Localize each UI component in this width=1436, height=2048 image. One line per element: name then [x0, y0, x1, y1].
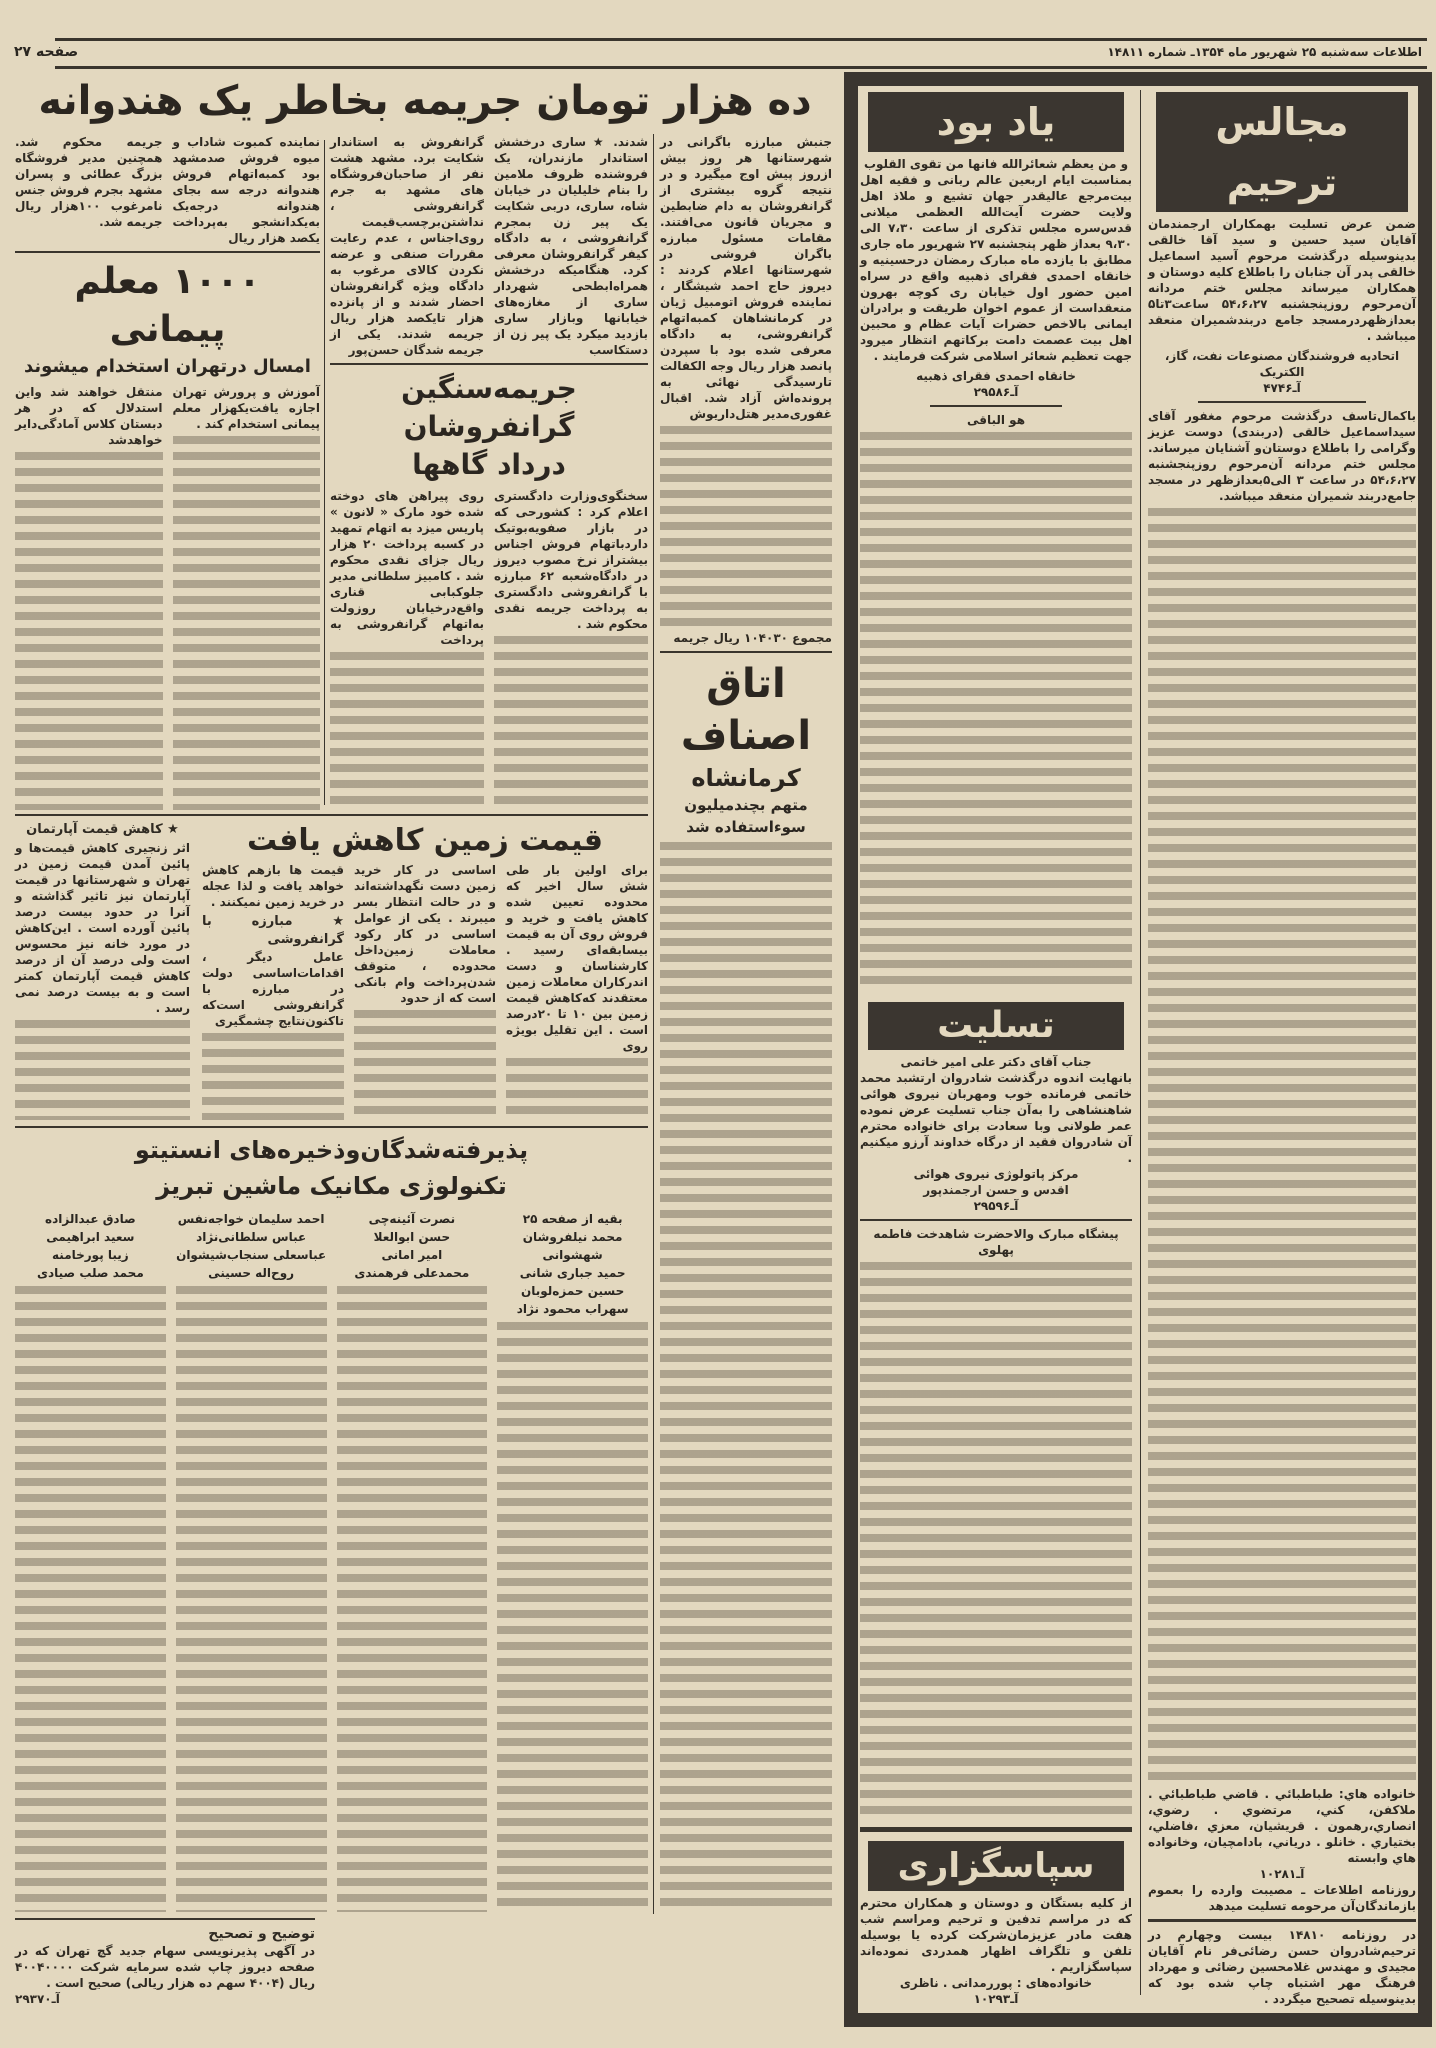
ad-code: آـ۴۷۴۶ [1263, 381, 1301, 395]
column-rule [653, 134, 654, 1914]
condolence-to: جناب آقای دکتر علی امیر خاتمی [900, 1055, 1092, 1069]
correction-title: توضیح و تصحیح [208, 1926, 315, 1942]
list-item: عباس سلطانی‌نژاد [196, 1230, 307, 1244]
headline-institute-1: پذیرفته‌شدگان‌وذخیره‌های انستیتو [134, 1136, 529, 1164]
ad-code: آـ۲۹۵۹۶ [973, 1199, 1019, 1213]
yadbood-next: هو الباقی [966, 413, 1026, 427]
text-texture [337, 1286, 488, 1912]
divider [15, 251, 320, 253]
list-item: محمدعلی فرهمندی [354, 1266, 470, 1280]
list-item: نصرت آئینه‌چی [368, 1212, 456, 1226]
list-item: محمد نیلفروشان شهشوانی [522, 1230, 623, 1262]
list-item: عباسعلی سنجاب‌شیشوان [176, 1248, 327, 1262]
fines-body-left: روی پیراهن های دوخته شده خود مارک « لانون » پاریس میزد به اتهام تمهید در کسبه پرداخت ۲۰ هزار ریال جزای نقدی محکوم شد . کامبیز سلطانی مدیر جلوکبابی قناری واقع‌درخیابان روزولت به‌اتهام گرانفروشی به پرداخت [330, 489, 484, 647]
divider [1198, 401, 1366, 403]
institute-list-1 [337, 1210, 488, 1912]
list-item: روح‌اله حسینی [208, 1266, 295, 1280]
divider [860, 1827, 1132, 1832]
page-number: صفحه ۲۷ [14, 44, 79, 60]
institute-list-3 [15, 1210, 166, 1912]
land-subhead: ★ مبارزه با گرانفروشی [202, 914, 344, 947]
teachers-col-left: منتقل خواهند شد واین استدلال که در هر دبستان کلاس آمادگی‌دایر خواهدشد [15, 385, 163, 447]
watermelon-col1: نماینده کمبوت شاداب و میوه فروش صدمشهد بود کمبه‌اتهام فروش هندوانه درجه سه بجای هندوانه درجه‌یک به‌یکدانشجو به‌پرداخت یکصد هزار ریال [172, 135, 320, 245]
fines-col-mid: شدند. ★ ساری درخشش استاندار مازندران، یک فروشنده ظروف ملامین را بنام خلیلیان در خیابان شاه، ساری، دربی شکایت یک پیر زن بمجرم گرانفروشی ، به دادگاه کیفر گرانفروشان معرفی کرد. هنگامیکه درخشش همراه‌ابطحی شهردار ساری از مغازه‌های خیابانها وبازار ساری بازدید میکرد یک پیر زن از دستکاسب [494, 135, 648, 357]
yadbood-signer: خانقاه احمدی فقرای ذهبیه [916, 369, 1076, 383]
headline-guild-1: اتاق [706, 661, 786, 707]
headline-guild-2: اصناف [680, 713, 812, 759]
land-col3b: عامل دیگر ، اقدامات‌اساسی دولت در مبارزه با گرانفروشی است‌که تاکنون‌نتایج چشمگیری [202, 950, 344, 1028]
headline-fines: جریمه‌سنگین گرانفروشان [401, 372, 577, 443]
headline-guild-3: کرمانشاه [691, 764, 801, 792]
column-b [330, 134, 648, 810]
column-c [660, 134, 832, 1914]
divider [330, 363, 648, 365]
headline-fines-2: درداد گاهها [412, 448, 566, 481]
text-texture [506, 1058, 648, 1120]
text-texture [354, 1010, 496, 1120]
memorial-column [1148, 92, 1416, 2007]
header-rule-bottom [55, 66, 1427, 69]
teachers-col-right: آموزش و پرورش تهران اجازه یافت‌یکهزار معلم پیمانی استخدام کند . [172, 385, 320, 431]
apartment-story [15, 820, 190, 1120]
divider [1148, 1919, 1416, 1922]
yadbood-title: یاد بود [868, 92, 1124, 152]
condolence-signer-2: اقدس و حسن ارجمندپور [923, 1183, 1069, 1197]
text-texture [15, 1286, 166, 1912]
divider [660, 651, 832, 653]
land-col3: قیمت ها بازهم کاهش خواهد یافت و لذا عجله در خرید زمین نمیکنند . [202, 863, 344, 909]
correction-region [15, 1918, 315, 2007]
text-texture [860, 432, 1132, 992]
guild-sub: متهم بچندمیلیون سوءاستفاده شد [684, 796, 808, 836]
subheadline-teachers: امسال درتهران استخدام میشوند [24, 356, 311, 377]
divider [15, 1126, 648, 1128]
memorial-signer-1: اتحادیه فروشندگان مصنوعات نفت، گاز، الکتریک [1164, 349, 1400, 379]
text-texture [1148, 508, 1416, 1782]
land-col1: برای اولین بار طی شش سال اخیر که محدوده تعیین شده کاهش یافت و خرید و فروش روی آن به قیمت بیسابقه‌ای رسید . کارشناسان و دست اندرکاران معاملات زمین معتقدند که‌کاهش قیمت زمین بین ۱۰ تا ۲۰درصد است . این تقلیل بویژه روی [506, 863, 648, 1053]
list-item: حمید جباری شانی [519, 1266, 626, 1280]
correction-code: آـ۲۹۳۷۰ [15, 1992, 60, 2006]
memorial-erratum: در روزنامه ۱۴۸۱۰ بیست وچهارم در ترحیم‌شادروان حسن رضائی‌فر نام آقایان مجیدی و مهندس غلامحسین رضائی و مهرداد فرهنگ مهر اشتباه چاپ شده بود که بدینوسیله تصحیح میگردد . [1148, 1928, 1417, 2006]
text-texture [202, 1033, 344, 1120]
text-texture [494, 636, 648, 810]
land-apartment-region [15, 820, 648, 1120]
headline-teachers: ۱۰۰۰ معلم پیمانی [74, 261, 261, 350]
list-item: احمد سلیمان خواجه‌نفس [177, 1212, 325, 1226]
text-texture [660, 426, 832, 626]
text-texture [15, 1020, 190, 1120]
condolence-body: بانهایت اندوه درگذشت شادروان ارتشبد محمد خاتمی فرمانده خوب ومهربان نیروی هوائی شاهنشاهی را به‌آن جناب تسلیت عرض نموده عمر طولانی وبا سعادت برای خانواده محترم آن شادروان فقید از درگاه خداوند آرزو میکنیم . [860, 1071, 1132, 1165]
memorial-notice-1: ضمن عرض تسلیت بهمکاران ارجمندمان آقایان سید حسین و سید آقا خالقی بدینوسیله درگذشت مرحوم آسید اسماعیل خالقی پدر آن جنابان را باطلاع کلیه دوستان و همکاران میرساند مجلس ختم مردانه آن‌مرحوم روزپنجشنبه ۵۴،۶،۲۷ ساعت۳تا۵ بعدازظهردرمسجد جامع دربندشمیران منعقد میباشد . [1148, 217, 1417, 343]
headline-institute-2: تکنولوژی مکانیک ماشین تبریز [156, 1172, 507, 1200]
headline-land: قیمت زمین کاهش یافت [246, 823, 604, 858]
list-item: امیر امانی [381, 1248, 443, 1262]
text-texture [660, 842, 832, 1914]
memorial-title: مجالس ترحیم [1156, 92, 1408, 212]
yadbood-body: بمناسبت ایام اربعین عالم ربانی و فقیه اهل بیت‌مرجع عالیقدر جهان تشیع و ملاذ اهل ولایت حضرت آیت‌الله العظمی میلانی قدس‌سره مجلس تذکری از ساعت ۷،۳۰ الی ۹،۳۰ بعداز ظهر پنجشنبه ۲۷ شهریور ماه جاری مطابق با یازده ماه مبارک رمضان درحسینیه و خانقاه احمدی فقرای ذهبیه واقع در سراه امین حضور اول خیابان ری کوچه بهرون منعقداست از عموم اخوان طریقت و برادران ایمانی بالاخص حضرات آیات عظام و محبین اهل بیت عصمت دامت برکاتهم انتظار میرود جهت تعظیم شعائر اسلامی شرکت فرمایند . [860, 173, 1132, 363]
text-texture [860, 1262, 1132, 1822]
institute-list-continued [497, 1210, 648, 1912]
text-texture [176, 1286, 327, 1912]
apartment-body: اثر زنجیری کاهش قیمت‌ها و پائین آمدن قیمت زمین در تهران و شهرستانها در قیمت آپارتمان نیز تاثیر گذاشته و آنرا در حدود بیست درصد پائین آورده است . این‌کاهش در مورد خانه نیز محسوس است ولی درصد آن از درصد کاهش قیمت آپارتمان کمتر است و به بیست درصد نمی رسد . [15, 841, 190, 1015]
thanks-title: سپاسگزاری [868, 1841, 1124, 1891]
watermelon-col2: جریمه محکوم شد. همچنین مدیر فروشگاه بزرگ عطائی و پسران مشهد بجرم فروش جنس نامرغوب ۱۰۰هزار ریال جریمه شد. [15, 135, 163, 229]
list-item: سهراب محمود نژاد [516, 1302, 629, 1316]
land-col2: اساسی در کار خرید زمین دست نگهداشته‌اند و در حالت انتظار بسر میبرند . یکی از عوامل اساسی در کار رکود معاملات زمین‌داخل محدوده ، متوقف شدن‌پرداخت وام بانکی است که از حدود [354, 863, 496, 1005]
memorial-families: خانواده هاي: طباطبائي . قاضي طباطبائي . ملاكفن، كني، مرتضوي . رضوي، انصاري،رهمون . قريشيان، معزي ،فاضلي، بختياري . خانلو . درياني، بادامچيان، وخانواده هاي وابسته [1148, 1787, 1416, 1865]
fines-col-left: گرانفروش به استاندار شکایت برد. مشهد هشت نفر از صاحبان‌فروشگاه های مشهد به جرم گرانفروشی ، نداشتن‌برچسب‌قیمت روی‌اجناس ، عدم رعایت مقررات‌ صنفی و عرضه نکردن کالای مرغوب به دادگاه ویژه گرانفروشان احضار شدند و از پانزده هزار تایکصد هزار ریال جریمه شدند. یکی از جریمه شدگان حسن‌پور [330, 135, 484, 357]
list-item: زیبا پورخامنه [52, 1248, 129, 1262]
memorial-newspaper: روزنامه اطلاعات ـ مصيبت وارده را بعموم بازماندگان‌آن مرحومه تسليت ميدهد [1148, 1883, 1416, 1913]
divider [15, 814, 648, 816]
fines-body-right: سخنگوی‌وزارت دادگستری اعلام کرد : کشورحی که در بازار صفویه‌بوتیک داردباتهام فروش اجناس بیشتراز نرخ مصوب دیروز در دادگاه‌شعبه ۶۲ مبارزه با گرانفروشی دادگستری به پرداخت جریمه نقدی محکوم شد . [494, 489, 649, 631]
institute-continued-label: بقیه از صفحه ۲۵ [522, 1212, 623, 1226]
land-story [202, 820, 648, 1120]
list-item: صادق عبدالزاده [45, 1212, 136, 1226]
thanks-body: از کلیه بستگان و دوستان و همکاران محترم که در مراسم تدفین و ترحیم ومراسم شب هفت مادر عزیزمان‌شرکت کرده یا بوسیله تلفن و تلگراف اظهار همدردی نموده‌اند سپاسگزاریم . [860, 1896, 1132, 1974]
fines-col-right: جنبش مبارزه باگرانی در شهرستانها هر روز بیش ازروز پیش اوج میگیرد و در نتیجه گروه بیشتری از گرانفروشان به دام ضابطین و مجریان قانون می‌افتند. مقامات مسئول مبارزه باگران فروشی در شهرستانها اعلام کردند : دیروز حاج احمد شیشگار ، نماینده فروش اتومبیل ژیان در کرمانشاهان کمبه‌اتهام گرانفروشی، به دادگاه معرفی شده بود با سپردن پانصد هزار ریال وجه الکفالت تارسیدگی نهائی به پرونده‌اش آزاد شد. اقبال غفوری‌مدیر هتل‌داریوش [660, 135, 832, 421]
text-texture [15, 452, 163, 810]
list-item: حسن ابوالعلا [373, 1230, 451, 1244]
text-texture [330, 652, 484, 810]
notices-column [860, 92, 1132, 2007]
memorial-notice-2: باکمال‌تاسف درگذشت مرحوم مغفور آقای سیداسماعیل خالقی (دربندی) دوست عزیز وگرامی را باطلاع دوستان‌و آشنایان میرساند. مجلس ختم مردانه آن‌مرحوم روزپنجشنبه ۵۴،۶،۲۷ در ساعت ۳ الی۵بعدازظهر در مسجد جامع‌دربند شمیران منعقد میباشد. [1148, 409, 1417, 503]
ad-code: آـ۱۰۲۸۱ [1259, 1867, 1305, 1881]
divider [860, 1219, 1132, 1221]
text-texture [173, 436, 321, 810]
divider [15, 1918, 315, 1920]
masthead: اطلاعات سه‌شنبه ۲۵ شهریور ماه ۱۳۵۴ـ شماره ۱۴۸۱۱ [1107, 45, 1422, 59]
condolence-title: تسلیت [868, 1002, 1124, 1050]
text-texture [497, 1322, 648, 1912]
column-a [15, 134, 320, 810]
list-item: محمد صلب صیادی [36, 1266, 144, 1280]
apartment-title: ★ کاهش قیمت آپارتمان [26, 822, 179, 837]
column-rule [1140, 90, 1141, 1995]
headline-watermelon: ده هزار تومان جریمه بخاطر یک هندوانه [38, 78, 812, 124]
yadbood-verse: و من یعظم شعائرالله فانها من تقوی القلوب [863, 157, 1129, 171]
ad-code: آـ۲۹۵۸۶ [973, 385, 1019, 399]
ad-code: آـ۱۰۲۹۳ [973, 1992, 1019, 2006]
institute-region [15, 1132, 648, 1912]
header-rule-top [55, 38, 1427, 41]
list-item: سعید ابراهیمی [46, 1230, 135, 1244]
institute-list-2 [176, 1210, 327, 1912]
list-item: حسین حمزه‌لوبان [520, 1284, 625, 1298]
condolence-signer-1: مرکز پاتولوژی نیروی هوائی [913, 1167, 1079, 1181]
thanks-signer: خانواده‌های : پوررمدانی . ناظری [899, 1976, 1093, 1990]
column-rule [324, 140, 325, 805]
correction-body: در آگهی پذیرنویسی سهام جدید گچ تهران که در صفحه دیروز چاپ شده سرمایه شرکت ۴۰۰۴۰۰۰۰ ریال (۴۰۰۴ سهم ده هزار ریالی) صحیح است . [15, 1944, 315, 1990]
divider [930, 405, 1062, 407]
condolence-next: پیشگاه مبارک والاحضرت شاهدخت فاطمه پهلوی [873, 1227, 1119, 1257]
fines-tail: مجموع ۱۰۴۰۳۰ ریال جریمه [673, 631, 832, 645]
